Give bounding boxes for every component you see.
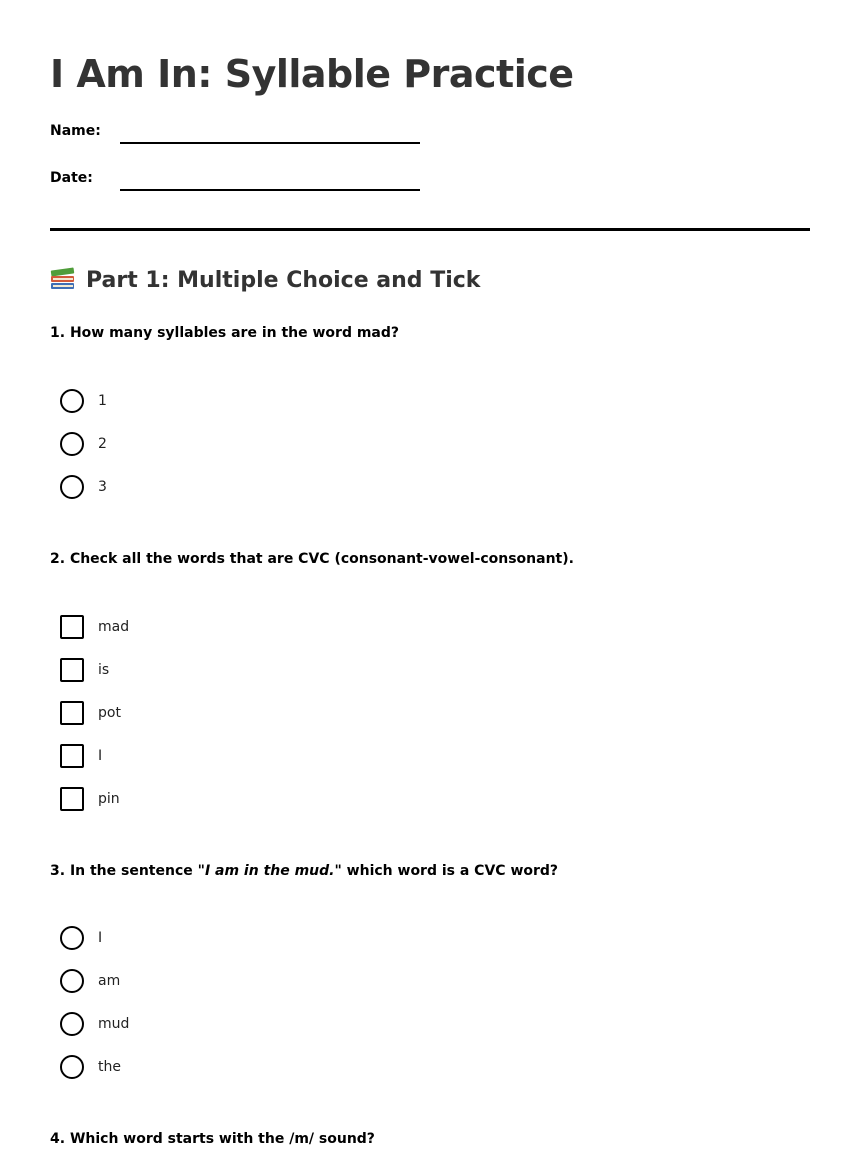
question-1 [50,323,399,343]
checkbox[interactable] [60,787,84,811]
question-text-after: " which word is a CVC word? [334,863,559,879]
q3-option-mud[interactable] [60,1012,360,1038]
checkbox[interactable] [60,615,84,639]
option-label: am [98,973,121,989]
question-number: 1. [50,325,66,341]
name-write-line[interactable] [120,142,420,144]
q2-option-is[interactable] [60,658,360,684]
radio-button[interactable] [60,475,84,499]
question-2 [50,549,574,569]
question-4 [50,1129,375,1149]
name-label: Name: [50,123,101,139]
question-3 [50,861,558,881]
q1-option-3[interactable] [60,475,360,501]
radio-button[interactable] [60,432,84,456]
q3-option-the[interactable] [60,1055,360,1081]
radio-button[interactable] [60,389,84,413]
section-title [50,266,480,296]
date-write-line[interactable] [120,189,420,191]
question-text: How many syllables are in the word mad? [69,325,400,341]
section-title-text: Part 1: Multiple Choice and Tick [86,268,481,293]
page-title: I Am In: Syllable Practice [50,52,574,96]
q1-option-2[interactable] [60,432,360,458]
option-label: 2 [98,436,107,452]
option-label: is [98,662,110,678]
option-label: I [98,748,103,764]
option-label: the [98,1059,121,1075]
q2-option-pin[interactable] [60,787,360,813]
option-label: 1 [98,393,107,409]
date-field-row [50,169,450,199]
option-label: mad [98,619,130,635]
checkbox[interactable] [60,701,84,725]
q2-option-i[interactable] [60,744,360,770]
name-field-row [50,122,450,152]
option-label: pot [98,705,121,721]
radio-button[interactable] [60,969,84,993]
question-text-before: In the sentence " [69,863,205,879]
q3-option-am[interactable] [60,969,360,995]
option-label: 3 [98,479,107,495]
header-divider [50,228,810,231]
checkbox[interactable] [60,744,84,768]
date-label: Date: [50,170,93,186]
q3-option-i[interactable] [60,926,360,952]
q2-option-pot[interactable] [60,701,360,727]
q2-option-mad[interactable] [60,615,360,641]
question-number: 4. [50,1131,66,1147]
checkbox[interactable] [60,658,84,682]
option-label: pin [98,791,120,807]
radio-button[interactable] [60,1012,84,1036]
question-text: Check all the words that are CVC (consonant-vowel-consonant). [69,551,574,567]
radio-button[interactable] [60,1055,84,1079]
question-number: 3. [50,863,66,879]
option-label: I [98,930,103,946]
q1-option-1[interactable] [60,389,360,415]
radio-button[interactable] [60,926,84,950]
question-number: 2. [50,551,66,567]
question-sentence: I am in the mud. [204,863,335,879]
books-icon [50,267,76,291]
option-label: mud [98,1016,130,1032]
question-text: Which word starts with the /m/ sound? [69,1131,375,1147]
